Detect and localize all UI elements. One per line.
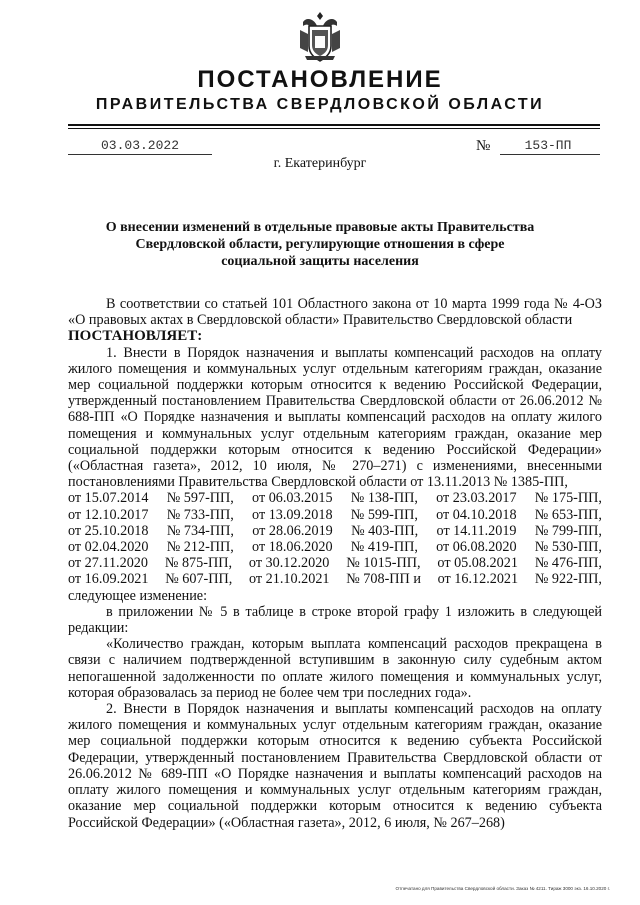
document-type-title: ПОСТАНОВЛЕНИЕ xyxy=(197,66,443,93)
quoted-wording: «Количество граждан, которым выплата компенсаций расходов прекращена в связи с наличием подтвержденной вступившим в законную силу судебным актом непогашенной задолженности по оплате жилого помещения и коммунальных услуг, которая образовалась за период не более чем три последних года». xyxy=(68,636,602,701)
date-underline xyxy=(68,154,212,155)
amendment-date: от 06.08.2020 xyxy=(436,539,517,556)
amendment-date: от 16.09.2021 xyxy=(68,571,149,588)
amendment-number: № 734-ПП, xyxy=(166,522,234,539)
amendment-row xyxy=(68,539,602,555)
amendment-number: № 875-ПП, xyxy=(164,555,233,572)
amendment-number: № 599-ПП, xyxy=(350,506,418,523)
amendment-date: от 02.04.2020 xyxy=(68,539,149,556)
amendment-row xyxy=(68,555,602,571)
subject-line: социальной защиты населения xyxy=(221,254,419,269)
issuer-title: ПРАВИТЕЛЬСТВА СВЕРДЛОВСКОЙ ОБЛАСТИ xyxy=(95,96,545,113)
document-subject xyxy=(100,219,540,270)
number-underline xyxy=(500,154,600,155)
amendment-number: № 1015-ПП, xyxy=(346,555,421,572)
amendment-date: от 28.06.2019 xyxy=(252,522,333,539)
amendment-date: от 05.08.2021 xyxy=(437,555,518,572)
amendment-number: № 419-ПП, xyxy=(350,539,418,556)
change-word: следующее изменение: xyxy=(68,587,208,604)
amendment-number: № 597-ПП, xyxy=(166,490,234,507)
amendment-date: от 25.10.2018 xyxy=(68,522,149,539)
document-date: 03.03.2022 xyxy=(100,138,179,153)
document-number: 153-ПП xyxy=(524,138,572,153)
amendment-number: № 175-ПП, xyxy=(534,490,602,507)
amendment-date: от 18.06.2020 xyxy=(252,539,333,556)
amendment-number: № 403-ПП, xyxy=(351,522,419,539)
amendment-date: от 16.12.2021 xyxy=(437,571,519,588)
amendment-number: № 476-ПП, xyxy=(534,555,602,572)
decree-word: ПОСТАНОВЛЯЕТ: xyxy=(68,328,203,345)
amendment-number: № 733-ПП, xyxy=(166,506,234,523)
print-note: Отпечатано для Правительства Свердловской области. Заказ № 4211. Тираж 3000 экз. 16.10.2020 г. xyxy=(395,886,610,891)
amendment-number: № 799-ПП, xyxy=(534,522,602,539)
subject-line: Свердловской области, регулирующие отношения в сфере xyxy=(135,237,505,252)
amendment-row xyxy=(68,507,602,523)
coat-of-arms-emblem xyxy=(297,8,343,64)
amendment-number: № 607-ПП, xyxy=(165,571,233,588)
amendment-row xyxy=(68,490,602,506)
amendment-date: от 06.03.2015 xyxy=(252,490,333,507)
amendment-number: № 653-ПП, xyxy=(534,506,602,523)
preamble-paragraph: В соответствии со статьей 101 Областного закона от 10 марта 1999 года № 4-ОЗ «О правовых актах в Свердловской области» Правительство Свердловской области xyxy=(68,296,602,329)
amendment-number: № 708-ПП и xyxy=(346,571,421,588)
amendment-date: от 23.03.2017 xyxy=(436,490,517,507)
amendment-date: от 15.07.2014 xyxy=(68,490,149,507)
amendment-date: от 30.12.2020 xyxy=(248,555,330,572)
city: г. Екатеринбург xyxy=(273,156,367,171)
subject-line: О внесении изменений в отдельные правовые акты Правительства xyxy=(105,220,535,235)
amendment-number: № 922-ПП, xyxy=(534,571,602,588)
amendments-list xyxy=(68,490,602,587)
number-sign: № xyxy=(476,138,491,154)
document-body xyxy=(68,296,602,831)
amendment-date: от 13.09.2018 xyxy=(252,506,333,523)
header-rule xyxy=(68,124,600,126)
amendment-date: от 04.10.2018 xyxy=(436,506,517,523)
amendment-number: № 138-ПП, xyxy=(350,490,418,507)
amendment-row xyxy=(68,571,602,587)
amendment-date: от 12.10.2017 xyxy=(68,506,149,523)
amendment-row xyxy=(68,523,602,539)
header-rule-thin xyxy=(68,128,600,129)
amendment-date: от 14.11.2019 xyxy=(436,522,517,539)
amendment-date: от 27.11.2020 xyxy=(68,555,148,572)
item-1-paragraph: 1. Внести в Порядок назначения и выплаты компенсаций расходов на оплату жилого помещения и коммунальных услуг отдельным категориям граждан, оказание мер социальной поддержки которым относится к ведению Российской Федерации, утвержденный постановлением Правительства Свердловской области от 26.06.2012 № 688-ПП «О Порядке назначения и выплаты компенсаций расходов на оплату жилого помещения и коммунальных услуг отдельным категориям граждан, оказание мер социальной поддержки которым относится к ведению Российской Федерации» («Областная газета», 2012, 10 июля, № 270–271) с изменениями, внесенными постановлениями Правительства Свердловской области от 13.11.2013 № 1385-ПП, xyxy=(68,344,602,491)
item-2-paragraph: 2. Внести в Порядок назначения и выплаты компенсаций расходов на оплату жилого помещения и коммунальных услуг отдельным категориям граждан, оказание мер социальной поддержки которым относится к ведению субъекта Российской Федерации, утвержденный постановлением Правительства Свердловской области от 26.06.2012 № 689-ПП «О Порядке назначения и выплаты компенсаций расходов на оплату жилого помещения и коммунальных услуг отдельным категориям граждан, оказание мер социальной поддержки которым относится к ведению субъекта Российской Федерации» («Областная газета», 2012, 6 июля, № 267–268) xyxy=(68,701,602,831)
amendment-date: от 21.10.2021 xyxy=(249,571,330,588)
appendix-instruction: в приложении № 5 в таблице в строке второй графу 1 изложить в следующей редакции: xyxy=(68,603,602,637)
amendment-number: № 530-ПП, xyxy=(534,539,602,556)
amendment-number: № 212-ПП, xyxy=(166,539,234,556)
